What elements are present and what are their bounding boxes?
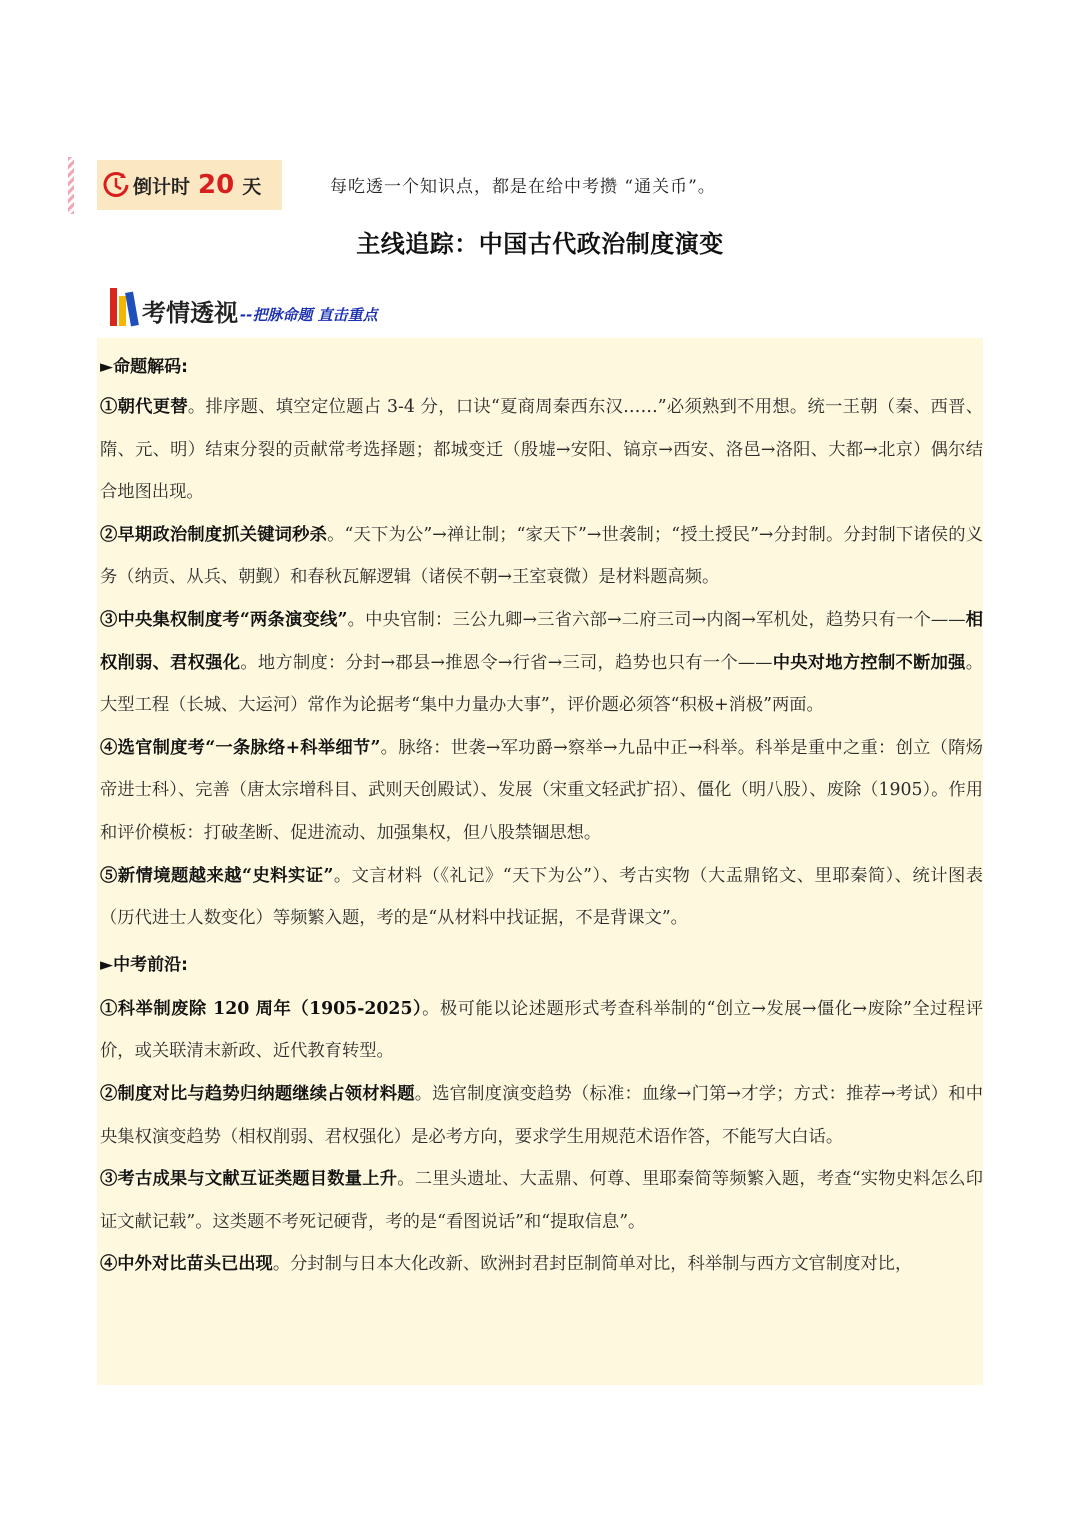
frontier-paragraph-1 [100,988,983,1073]
countdown-prefix: 倒计时 [133,176,191,198]
countdown-number: 20 [198,170,235,200]
para-3-text-2: 。地方制度：分封→郡县→推恩令→行省→三司，趋势也只有一个—— [240,652,773,673]
para-3-bold-2: 相权削弱、君权强化 [100,609,983,673]
frontier-2-bold: ②制度对比与趋势归纳题继续占领材料题 [100,1083,415,1104]
subheading-frontier: ►中考前沿: [100,954,188,975]
books-icon [108,286,140,328]
section-title: 考情透视 [142,299,238,327]
para-2-text: 。“天下为公”→禅让制；“家天下”→世袭制；“授土授民”→分封制。分封制下诸侯的义务（纳贡、从兵、朝觐）和春秋瓦解逻辑（诸侯不朝→王室衰微）是材料题高频。 [100,524,983,588]
subheading-decode: ►命题解码: [100,357,188,377]
para-3-bold-3: 中央对地方控制不断加强 [772,652,966,673]
frontier-3-text: 。二里头遗址、大盂鼎、何尊、里耶秦简等频繁入题，考查“实物史料怎么印证文献记载”。这类题不考死记硬背，考的是“看图说话”和“提取信息”。 [100,1169,983,1232]
frontier-3-bold: ③考古成果与文献互证类题目数量上升 [100,1169,398,1190]
section-subtitle: --把脉命题 直击重点 [240,306,378,324]
para-5-bold: ⑤新情境题越来越“史料实证” [100,865,334,886]
para-1-bold: ①朝代更替 [100,397,188,417]
content-box [97,338,983,1385]
frontier-paragraph-4 [100,1243,983,1286]
para-4-text: 。脉络：世袭→军功爵→察举→九品中正→科举。科举是重中之重：创立（隋炀帝进士科）、完善（唐太宗增科目、武则天创殿试）、发展（宋重文轻武扩招）、僵化（明八股）、废除（1905）。作用和评价模板：打破垄断、促进流动、加强集权，但八股禁锢思想。 [100,737,983,843]
page-title: 主线追踪：中国古代政治制度演变 [356,230,724,258]
para-3-text: 。中央官制：三公九卿→三省六部→二府三司→内阁→军机处，趋势只有一个—— [347,609,966,630]
countdown-badge [97,160,282,210]
section-heading [108,282,378,328]
frontier-4-text: 。分封制与日本大化改新、欧洲封君封臣制简单对比，科举制与西方文官制度对比， [272,1254,913,1275]
para-1-text: 。排序题、填空定位题占 3-4 分，口诀“夏商周秦西东汉……”必须熟到不用想。统一王朝（秦、西晋、隋、元、明）结束分裂的贡献常考选择题；都城变迁（殷墟→安阳、镐京→西安、洛邑→洛阳、大都→北京）偶尔结合地图出现。 [100,397,983,503]
para-4-bold: ④选官制度考“一条脉络+科举细节” [100,737,381,758]
paragraph-1 [100,386,983,514]
frontier-paragraph-2 [100,1073,983,1158]
frontier-1-bold: ①科举制废除 120 周年（1905-2025） [100,998,423,1019]
frontier-1-text: 。极可能以论述题形式考查科举制的“创立→发展→僵化→废除”全过程评价，或关联清末新政、近代教育转型。 [100,998,983,1062]
paragraph-4 [100,727,983,855]
frontier-paragraph-3 [100,1158,983,1243]
clock-icon [101,170,131,200]
frontier-2-text: 。选官制度演变趋势（标准：血缘→门第→才学；方式：推荐→考试）和中央集权演变趋势（相权削弱、君权强化）是必考方向，要求学生用规范术语作答，不能写大白话。 [100,1083,983,1147]
para-5-text: 。文言材料（《礼记》“天下为公”）、考古实物（大盂鼎铭文、里耶秦简）、统计图表（历代进士人数变化）等频繁入题，考的是“从材料中找证据，不是背课文”。 [100,865,983,929]
decorative-stripe [68,157,74,214]
paragraph-3 [100,599,983,727]
frontier-4-bold: ④中外对比苗头已出现 [100,1254,273,1275]
para-3-text-3: 。大型工程（长城、大运河）常作为论据考“集中力量办大事”，评价题必须答“积极+消极”两面。 [100,652,983,716]
countdown-suffix: 天 [242,176,262,198]
para-2-bold: ②早期政治制度抓关键词秒杀 [100,524,328,545]
paragraph-5 [100,855,983,940]
slogan: 每吃透一个知识点，都是在给中考攒 “通关币”。 [330,177,716,197]
paragraph-2 [100,514,983,599]
para-3-bold: ③中央集权制度考“两条演变线” [100,609,348,630]
